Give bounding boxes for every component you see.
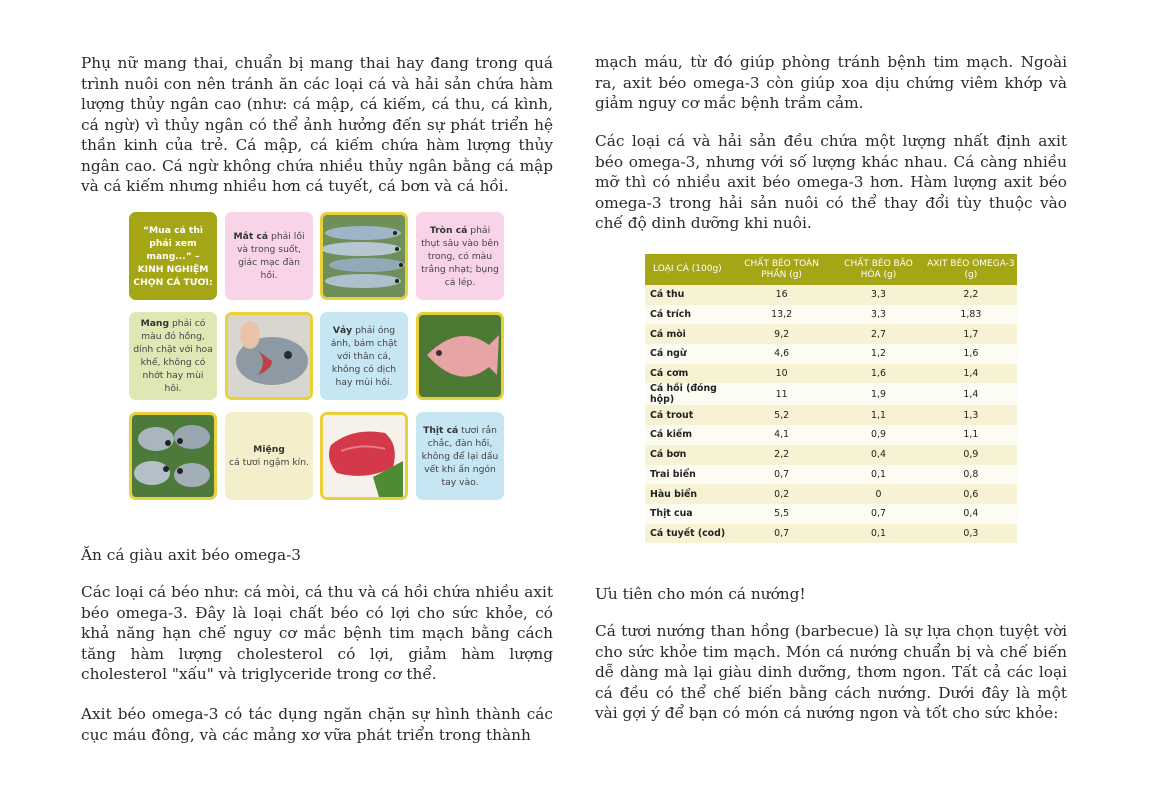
cell-omega-3: 1,7 [925,324,1017,344]
cell-total-fat: 11 [731,383,832,405]
cell-omega-3: 1,1 [925,425,1017,445]
flesh-tip-card [416,412,504,500]
table-row [645,524,1017,544]
cell-fish-name: Cá trout [645,405,731,425]
cell-total-fat: 10 [731,364,832,384]
cell-fish-name: Cá mòi [645,324,731,344]
tuna-steak-photo [320,412,408,500]
header-omega-3: AXIT BÉO OMEGA-3 (g) [925,254,1017,285]
cell-fish-name: Cá cơm [645,364,731,384]
cell-total-fat: 9,2 [731,324,832,344]
table-row [645,364,1017,384]
cell-saturated-fat: 1,6 [832,364,924,384]
cell-fish-name: Hàu biển [645,484,731,504]
cell-saturated-fat: 0,4 [832,445,924,465]
cell-fish-name: Cá hồi (đóng hộp) [645,383,731,405]
belly-tip-text: phải thụt sâu vào bên trong, có màu trắng nhạt; bụng cá lép. [421,224,499,288]
eyes-tip-title: Mắt cá [233,231,269,242]
cell-total-fat: 0,7 [731,465,832,485]
mouth-tip-text: cá tươi ngậm kín. [229,457,309,468]
cell-omega-3: 1,4 [925,383,1017,405]
cell-saturated-fat: 0,1 [832,465,924,485]
cell-fish-name: Thịt cua [645,504,731,524]
omega-3-content-table [645,254,1017,543]
cell-saturated-fat: 0,1 [832,524,924,544]
grill-paragraph: Cá tươi nướng than hồng (barbecue) là sự lựa chọn tuyệt vời cho sức khỏe tim mạch. Món cá nướng chuẩn bị và chế biến dễ dàng mà lại giàu dinh dưỡng, thơm ngon. Tất cả các loại cá đều có thể chế biến bằng cách nướng. Dưới đây là một vài gợi ý để bạn có món cá nướng ngon và tốt cho sức khỏe: [595,622,1067,722]
omega-heading: Ăn cá giàu axit béo omega-3 [81,546,301,564]
omega-continuation-paragraph: mạch máu, từ đó giúp phòng tránh bệnh tim mạch. Ngoài ra, axit béo omega-3 còn giúp xoa dịu chứng viêm khớp và giảm nguy cơ mắc bệnh trầm cảm. [595,53,1067,112]
cell-omega-3: 1,83 [925,305,1017,325]
fresh-fish-tips-infographic [129,212,505,504]
cell-saturated-fat: 0 [832,484,924,504]
cell-total-fat: 5,5 [731,504,832,524]
cell-saturated-fat: 0,9 [832,425,924,445]
scales-tip-card [320,312,408,400]
table-header-row [645,254,1017,285]
table-row [645,425,1017,445]
cell-saturated-fat: 0,7 [832,504,924,524]
cell-fish-name: Cá kiếm [645,425,731,445]
tuna-steak-image [323,415,405,497]
cell-saturated-fat: 2,7 [832,324,924,344]
cell-fish-name: Cá trích [645,305,731,325]
mouth-tip-card [225,412,313,500]
table-row [645,305,1017,325]
gills-tip-title: Mang [140,318,170,329]
cell-total-fat: 2,2 [731,445,832,465]
fish-heads-image [132,415,214,497]
cell-total-fat: 4,1 [731,425,832,445]
cell-fish-name: Cá tuyết (cod) [645,524,731,544]
omega-clot-paragraph: Axit béo omega-3 có tác dụng ngăn chặn sự hình thành các cục máu đông, và các mảng xơ vữa phát triển trong thành [81,705,553,744]
mercury-warning-paragraph: Phụ nữ mang thai, chuẩn bị mang thai hay đang trong quá trình nuôi con nên tránh ăn các loại cá và hải sản chứa hàm lượng thủy ngân cao (như: cá mập, cá kiếm, cá thu, cá kình, cá ngừ) vì thủy ngân có thể ảnh hưởng đến sự phát triển hệ thần kinh của trẻ. Cá mập, cá kiếm chứa hàm lượng thủy ngân cao. Cá ngừ không chứa nhiều thủy ngân bằng cá mập và cá kiếm nhưng nhiều hơn cá tuyết, cá bơn và cá hồi. [81,54,553,195]
table-row [645,344,1017,364]
flesh-tip-text: tươi rắn chắc, đàn hồi, không để lại dấu vết khi ấn ngón tay vào. [421,424,499,488]
cell-fish-name: Cá bơn [645,445,731,465]
cell-omega-3: 2,2 [925,285,1017,305]
belly-tip-title: Tròn cá [429,224,468,236]
header-saturated-fat: CHẤT BÉO BÃO HÒA (g) [832,254,924,285]
red-snapper-photo [416,312,504,400]
table-row [645,465,1017,485]
tips-intro-text: “Mua cá thì phải xem mang...” – KINH NGHIỆM CHỌN CÁ TƯƠI: [133,224,213,288]
gills-tip-card [129,312,217,400]
eyes-tip-text: phải lồi và trong suốt, giác mạc đàn hồi. [236,231,305,281]
cell-omega-3: 0,6 [925,484,1017,504]
table-row [645,445,1017,465]
cell-total-fat: 13,2 [731,305,832,325]
scales-tip-text: phải óng ánh, bám chặt với thân cá, không có dịch hay mùi hôi. [330,324,398,388]
cell-saturated-fat: 1,2 [832,344,924,364]
grill-heading: Ưu tiên cho món cá nướng! [595,585,806,603]
cell-total-fat: 5,2 [731,405,832,425]
omega-amount-paragraph: Các loại cá và hải sản đều chứa một lượng nhất định axit béo omega-3, nhưng với số lượng khác nhau. Cá càng nhiều mỡ thì có nhiều axit béo omega-3 hơn. Hàm lượng axit béo omega-3 trong hải sản nuôi có thể thay đổi tùy thuộc vào chế độ dinh dưỡng khi nuôi. [595,132,1067,232]
cell-total-fat: 16 [731,285,832,305]
scales-tip-title: Vảy [332,324,353,336]
cell-saturated-fat: 1,9 [832,383,924,405]
cell-omega-3: 0,9 [925,445,1017,465]
table-row [645,484,1017,504]
table-body [645,285,1017,543]
header-total-fat: CHẤT BÉO TOÀN PHẦN (g) [731,254,832,285]
fish-heads-photo [129,412,217,500]
mouth-tip-title: Miệng [253,444,285,455]
table-row [645,285,1017,305]
cell-saturated-fat: 1,1 [832,405,924,425]
cell-total-fat: 4,6 [731,344,832,364]
header-fish-type: LOẠI CÁ (100g) [645,254,731,285]
cell-saturated-fat: 3,3 [832,305,924,325]
fish-gills-image [228,315,310,397]
cell-omega-3: 1,3 [925,405,1017,425]
belly-tip-card [416,212,504,300]
cell-fish-name: Cá ngừ [645,344,731,364]
cell-saturated-fat: 3,3 [832,285,924,305]
omega-benefit-paragraph: Các loại cá béo như: cá mòi, cá thu và cá hồi chứa nhiều axit béo omega-3. Đây là loại chất béo có lợi cho sức khỏe, có khả năng hạn chế nguy cơ mắc bệnh tim mạch bằng cách tăng hàm lượng cholesterol có lợi, giảm hàm lượng cholesterol "xấu" và triglyceride trong cơ thể. [81,583,553,683]
red-fish-image [419,315,501,397]
cell-total-fat: 0,2 [731,484,832,504]
sardines-photo [320,212,408,300]
cell-omega-3: 1,6 [925,344,1017,364]
table-row [645,383,1017,405]
eyes-tip-card [225,212,313,300]
flesh-tip-title: Thịt cá [423,424,459,436]
cell-omega-3: 0,4 [925,504,1017,524]
gills-photo [225,312,313,400]
gills-tip-text: phải có màu đỏ hồng, dính chặt với hoa khế, không có nhớt hay mùi hôi. [133,318,213,394]
cell-fish-name: Trai biển [645,465,731,485]
cell-total-fat: 0,7 [731,524,832,544]
cell-omega-3: 0,3 [925,524,1017,544]
table-row [645,324,1017,344]
table-row [645,504,1017,524]
cell-omega-3: 0,8 [925,465,1017,485]
table-row [645,405,1017,425]
cell-omega-3: 1,4 [925,364,1017,384]
sardines-image [323,215,405,297]
tips-intro-card [129,212,217,300]
cell-fish-name: Cá thu [645,285,731,305]
